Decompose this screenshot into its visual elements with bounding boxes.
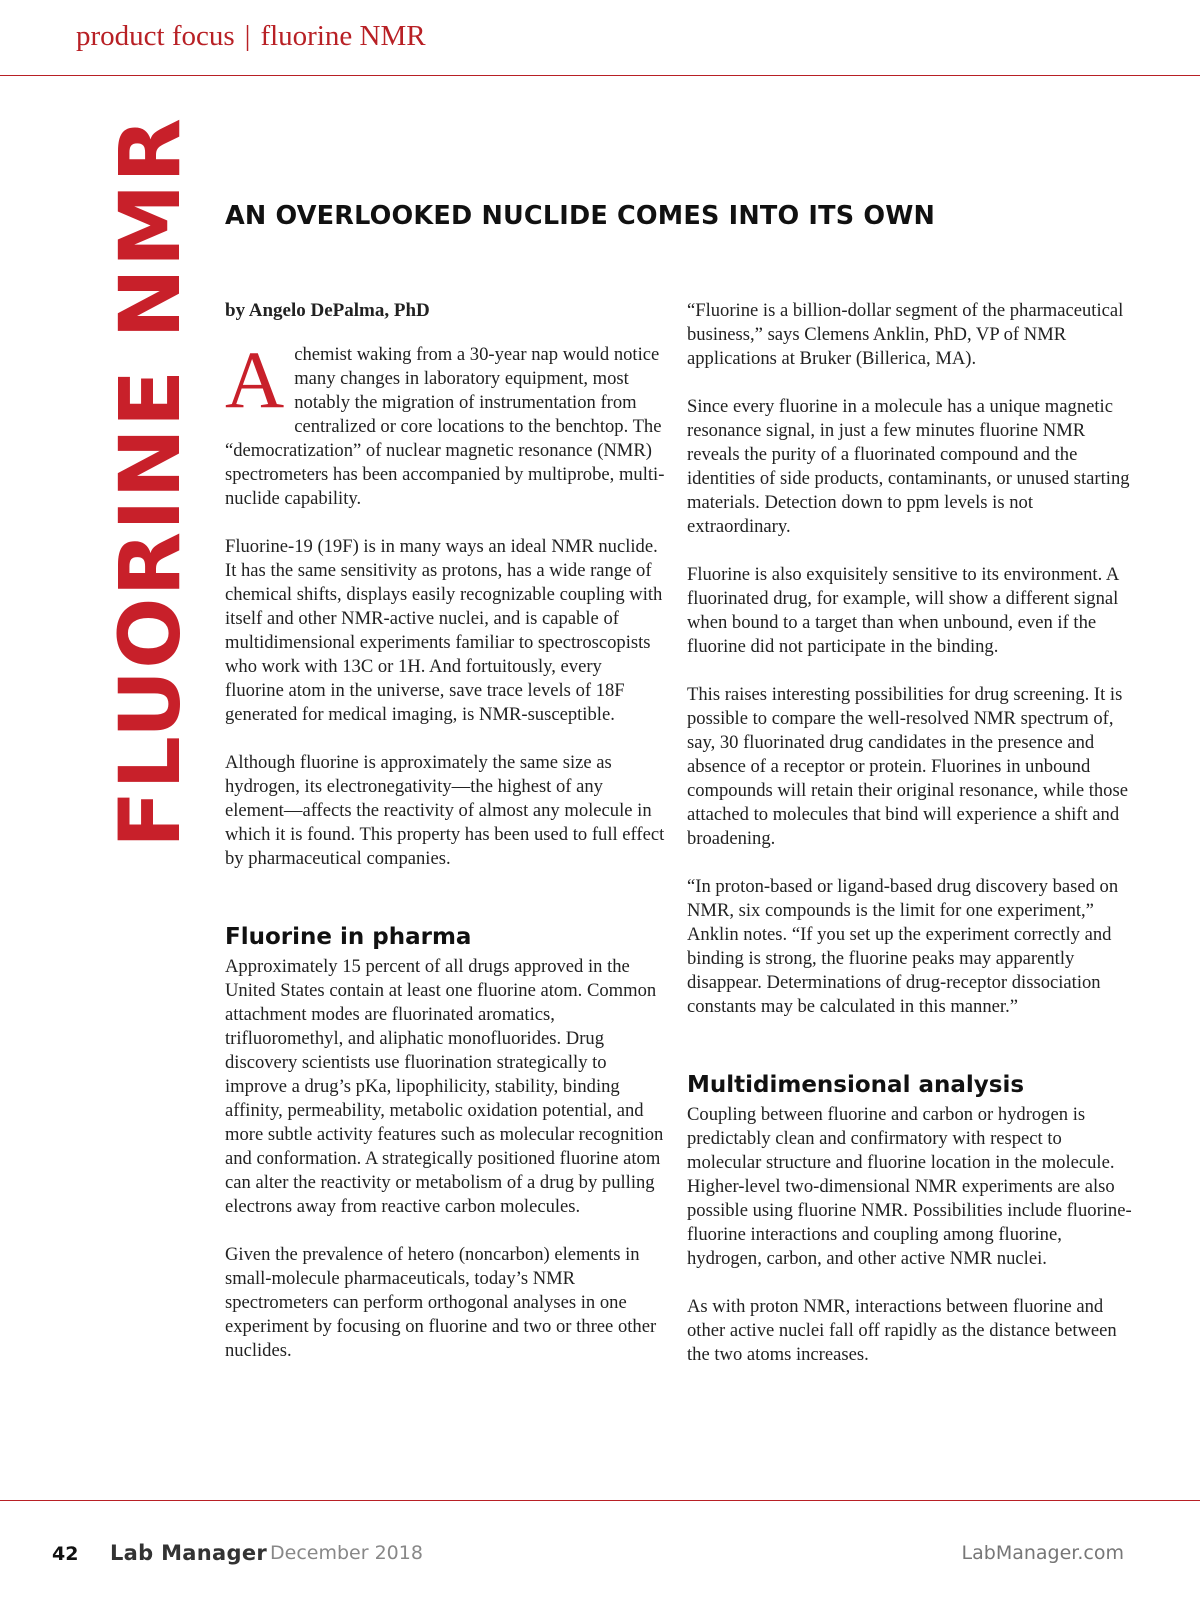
article-headline: AN OVERLOOKED NUCLIDE COMES INTO ITS OWN (225, 201, 936, 231)
paragraph: Fluorine is also exquisitely sensitive to its environment. A fluorinated drug, for example, will show a different signal when bound to a target than when unbound, even if the fluorine did not participate in the binding. (687, 564, 1119, 657)
footer-divider (0, 1500, 1200, 1501)
vertical-title: FLUORINE NMR (101, 117, 199, 848)
intro-text: chemist waking from a 30-year nap would notice many changes in laboratory equipment, most notably the migration of instrumentation from centralized or core locations to the benchtop. The “democratization” of nuclear magnetic resonance (NMR) spectrometers has been accompanied by multiprobe, multi-nuclide capability. (225, 344, 665, 509)
section-name: product focus (76, 20, 235, 52)
issue-date: December 2018 (270, 1542, 423, 1564)
magazine-brand: Lab Manager (110, 1541, 268, 1565)
paragraph: Although fluorine is approximately the same size as hydrogen, its electronegativity—the highest of any element—affects the reactivity of almost any molecule in which it is found. This property has been used to full effect by pharmaceutical companies. (225, 752, 665, 869)
paragraph: “In proton-based or ligand-based drug discovery based on NMR, six compounds is the limit for one experiment,” Anklin notes. “If you set up the experiment correctly and binding is strong, the fluorine peaks may apparently disappear. Determinations of drug-receptor dissociation constants may be calculated in this manner.” (687, 876, 1119, 1017)
section-label (76, 20, 426, 53)
paragraph: This raises interesting possibilities for drug screening. It is possible to compare the well-resolved NMR spectrum of, say, 30 fluorinated drug candidates in the presence and absence of a receptor or protein. Fluorines in unbound compounds will retain their original resonance, while those attached to molecules that bind will experience a shift and broadening. (687, 684, 1128, 849)
paragraph: Given the prevalence of hetero (noncarbon) elements in small-molecule pharmaceuticals, today’s NMR spectrometers can perform orthogonal analyses in one experiment by focusing on fluorine and two or three other nuclides. (225, 1244, 657, 1361)
subhead-multidimensional-analysis: Multidimensional analysis (687, 1072, 1025, 1098)
page-number: 42 (52, 1543, 79, 1565)
paragraph: As with proton NMR, interactions between fluorine and other active nuclei fall off rapidly as the distance between the two atoms increases. (687, 1296, 1117, 1365)
paragraph: Coupling between fluorine and carbon or hydrogen is predictably clean and confirmatory with respect to molecular structure and fluorine location in the molecule. Higher-level two-dimensional NMR experiments are also possible using fluorine NMR. Possibilities include fluorine-fluorine interactions and coupling among fluorine, hydrogen, carbon, and other active NMR nuclei. (687, 1104, 1132, 1269)
paragraph: Fluorine-19 (19F) is in many ways an ideal NMR nuclide. It has the same sensitivity as protons, has a wide range of chemical shifts, displays easily recognizable coupling with itself and other NMR-active nuclei, and is capable of multidimensional experiments familiar to spectroscopists who work with 13C or 1H. And fortuitously, every fluorine atom in the universe, save trace levels of 18F generated for medical imaging, is NMR-susceptible. (225, 536, 663, 725)
paragraph: “Fluorine is a billion-dollar segment of the pharmaceutical business,” says Clemens Anklin, PhD, VP of NMR applications at Bruker (Billerica, MA). (687, 300, 1124, 369)
byline: by Angelo DePalma, PhD (225, 300, 430, 321)
intro-paragraph (225, 334, 665, 511)
right-column (687, 299, 1137, 1391)
subhead-fluorine-in-pharma: Fluorine in pharma (225, 924, 472, 950)
left-column (225, 299, 665, 1387)
page-header (0, 0, 1200, 76)
paragraph: Approximately 15 percent of all drugs approved in the United States contain at least one fluorine atom. Common attachment modes are fluorinated aromatics, trifluoromethyl, and aliphatic monofluorides. Drug discovery scientists use fluorination strategically to improve a drug’s pKa, lipophilicity, stability, binding affinity, permeability, metabolic oxidation potential, and more subtle activity features such as molecular recognition and conformation. A strategically positioned fluorine atom can alter the reactivity or metabolism of a drug by pulling electrons away from reactive carbon molecules. (225, 956, 664, 1217)
website-link[interactable]: LabManager.com (961, 1542, 1124, 1564)
section-separator: | (244, 20, 251, 52)
section-topic: fluorine NMR (260, 20, 426, 52)
drop-cap: A (225, 334, 285, 425)
paragraph: Since every fluorine in a molecule has a unique magnetic resonance signal, in just a few minutes fluorine NMR reveals the purity of a fluorinated compound and the identities of side products, contaminants, or unused starting materials. Detection down to ppm levels is not extraordinary. (687, 396, 1130, 537)
